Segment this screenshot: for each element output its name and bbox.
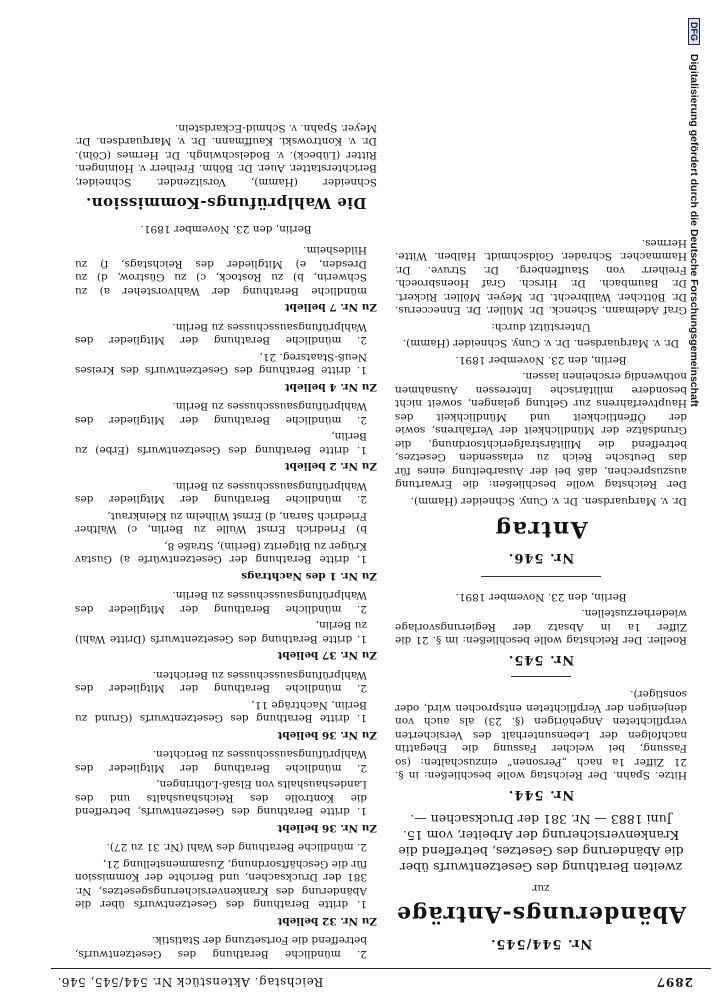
amendment-545-number: Nr. 545. (507, 652, 575, 667)
list-item: 2. mündliche Berathung der Mitglieder des Wahlprüfungsausschusses zu Berichten. (75, 748, 367, 774)
zur-label: zur (532, 882, 550, 895)
motion-heading: Antrag (494, 516, 588, 542)
support-names: Graf Adelmann. Schenck. Dr. Müller. Dr. Enneccerus. Dr. Böttcher. Wallbrecht. Dr. Meyer. Möller. Rickert. Dr. Baumbach. Dr. Hirsch. Graf Hoensbroech. Freiherr von Stauffenberg. Dr. Struve. Dr. Hammacher. Schrader. Goldschmidt. Halben. Witte. Hermes. (395, 237, 687, 317)
item-list (75, 243, 377, 960)
list-item: 2. mündliche Berathung der Mitglieder des Wahlprüfungsausschusses zu Berlin. (75, 321, 367, 347)
page-header (51, 968, 711, 995)
right-column (75, 118, 377, 961)
motion-546-signers-repeat: Dr. v. Marquardsen. Dr. v. Cuny. Schneider (Hamm). (402, 337, 680, 350)
list-item: mündliche Berathung der Wahlvorsteher a) zu Schwerin, b) zu Rostock, c) zu Güstrow, d) zu Dresden, e) Mitglieder des Reichstags, f) zu Hildesheim. (75, 244, 367, 297)
amendment-545-text: Roeller. Der Reichstag wolle beschließen: im §. 21 die Ziffer 1a in Absatz der Regierungsvorlage wiederherzustellen. (395, 607, 687, 647)
document-subject: zweiten Berathung des Gesetzentwurfs über die Abänderung des Gesetzes, betreffend die Krankenversicherung der Arbeiter, vom 15. Juni 1883 — Nr. 381 der Drucksachen —. (398, 812, 684, 875)
page-number: 2897 (655, 975, 693, 989)
list-item: 2. mündliche Berathung des Wahl (Nr. 31 zu 27). (106, 841, 367, 854)
support-label: Unterstützt durch: (491, 321, 591, 333)
list-item: 2. mündliche Berathung der Mitglieder des Wahlprüfungsausschusses zu Berlin. (75, 480, 367, 506)
list-item: Zu Nr. 7 beliebt (284, 301, 377, 314)
list-item: Zu Nr. 32 beliebt (277, 915, 377, 927)
amendment-544-number: Nr. 544. (507, 787, 575, 802)
list-item: 1. dritte Berathung des Gesetzentwurfs (Grund zu Berlin, Nachträge 11, (75, 699, 367, 725)
list-item: 2. mündliche Berathung der Mitglieder des Wahlprüfungsausschusses zu Berlin. (75, 589, 367, 615)
document-title: Abänderungs-Anträge (396, 901, 687, 928)
funding-note (682, 18, 700, 982)
list-item: 1. dritte Berathung des Gesetzentwurfs (Dritte Wahl) zu Berlin, (75, 619, 367, 645)
list-item: 1. dritte Berathung der Gesetzentwürfe a) Gustav Krüger zu Bitgeritz (Berlin), Straße 8, (75, 540, 367, 566)
motion-546-date: Berlin, den 23. November 1891. (455, 354, 627, 366)
list-item: Zu Nr. 1 des Nachtrags (241, 570, 377, 582)
commission-date: Berlin, den 23. November 1891. (140, 223, 312, 235)
list-item: 1. dritte Berathung des Gesetzentwurfs über die Abänderung des Krankenversicherungsgesetzes, Nr. 381 der Drucksachen, und Berichte der Kommission für die Geschäftsordnung, Zusammenstellung 21, (75, 858, 367, 911)
dfg-logo: DFG (688, 18, 700, 45)
list-item: Zu Nr. 2 beliebt (284, 460, 377, 473)
list-item: 2. mündliche Berathung der Mitglieder des Wahlprüfungsausschusses zu Berlin. (75, 400, 367, 426)
divider (511, 676, 571, 677)
list-item: Zu Nr. 36 beliebt (277, 822, 377, 834)
list-item: Zu Nr. 37 beliebt (277, 649, 377, 662)
list-item: Zu Nr. 4 beliebt (284, 381, 377, 393)
running-title: Reichstag. Aktenstück Nr. 544/545, 546. (57, 975, 324, 989)
list-item: 2. mündliche Berathung des Gesetzentwurfs, betreffend die Fortsetzung der Statistik. (75, 934, 367, 960)
list-item: 1. dritte Berathung des Gesetzentwurfs des Kreises Neuß-Staatsreg. 21, (75, 351, 367, 377)
title-number: Nr. 544/545. (489, 936, 593, 951)
list-item: b) Friedrich Ernst Wulle zu Berlin, c) Walther Friedrich Saran, d) Ernst Wilhelm zu Kleinkraut, (75, 510, 367, 536)
section-rule (481, 577, 601, 578)
amendment-545-date: Berlin, den 23. November 1891. (455, 591, 627, 603)
motion-546-text: Der Reichstag wolle beschließen: die Erwartung auszusprechen, daß bei der Ausarbeitung eines für das Deutsche Reich zu erlassenden Gesetzes, betreffend die Militärstrafgerichtsordnung, die Grundsätze der Mündlichkeit der Verfahrens, sowie der Öffentlichkeit und Mündlichkeit des Hauptverfahrens zur Geltung gelangen, soweit nicht besondere militärische Interessen Ausnahmen nothwendig erscheinen lassen. (395, 370, 687, 491)
list-item: Zu Nr. 36 beliebt (277, 729, 377, 741)
list-item: 2. mündliche Berathung der Mitglieder des Wahlprüfungsausschusses zu Berichten. (75, 669, 367, 695)
amendment-544-text: Hitze. Spahn. Der Reichstag wolle beschließen: in §. 21 Ziffer 1a nach „Personen“ einzuschalten: (so Fassung, bei welcher Fassung die Ehegattin nachfolgen der Lebensunterhalt des Versicherten verpflichteten Angehörigen (§. 23) als auch von denjenigen der Verpflichteten entsprochen wird, oder sonstiger). (395, 688, 687, 782)
commission-members: Schneider (Hamm), Vorsitzender. Schneider, Berichterstatter. Auer. Dr. Böhm. Freiherr v. Hoiningen. Ritter (Lübeck). v. Bodelschwingh. Dr. Hermes (Cöln). Dr. v. Kontrowski. Kauffmann. Dr. v. Marquardsen. Dr. Meyer. Spahn. v. Schmid-Eckardstein. (75, 122, 377, 188)
left-column (395, 233, 687, 961)
list-item: 1. dritte Berathung des Gesetzentwurfs (Erbe) zu Berlin, (75, 430, 367, 456)
motion-546-signers: Dr. v. Marquardsen. Dr. v. Cuny. Schneider (Hamm). (410, 495, 687, 507)
commission-heading: Die Wahlprüfungs-Kommission. (85, 194, 367, 213)
list-item: 1. dritte Berathung des Gesetzentwurfs, betreffend die Kontrolle des Reichshaushalts und des Landeshaushalts von Elsaß-Lothringen, (75, 778, 367, 818)
motion-546-number: Nr. 546. (507, 550, 575, 566)
funding-text: Digitalisierung gefördert durch die Deutsche Forschungsgemeinschaft (688, 53, 700, 407)
